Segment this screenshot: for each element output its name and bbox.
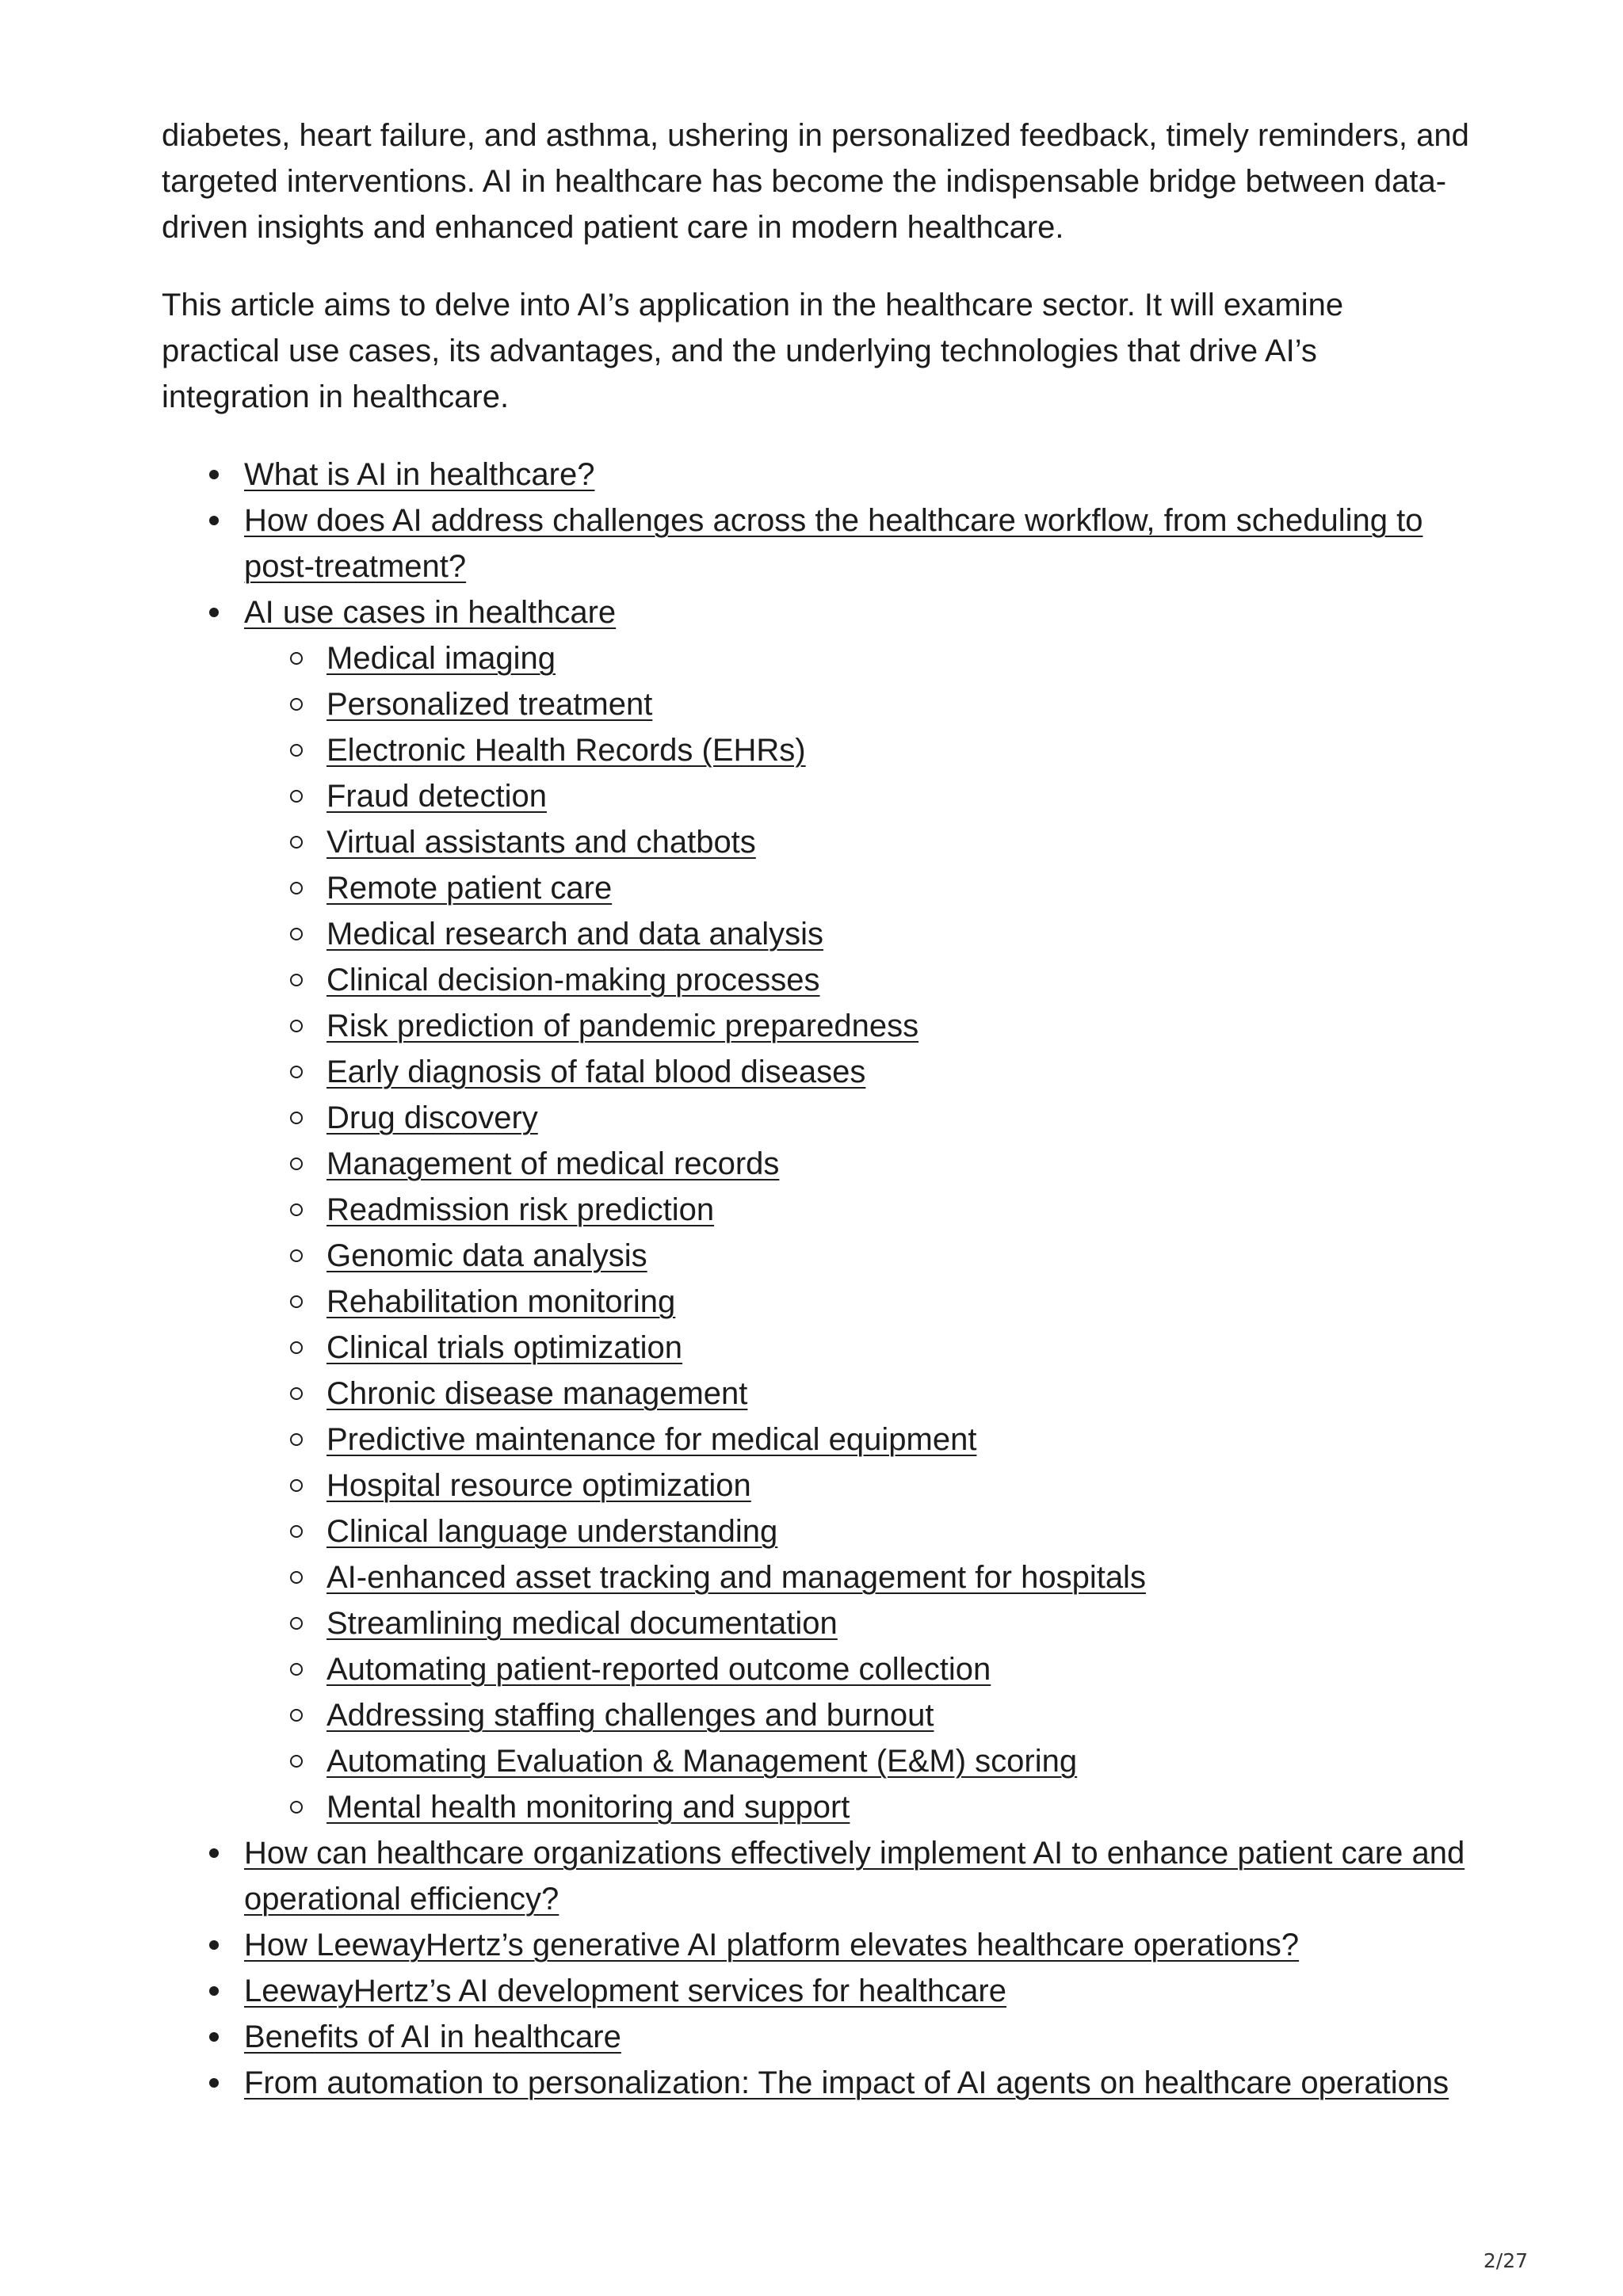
toc-subitem [244,1417,1469,1463]
toc-link-ai-agents-impact[interactable]: From automation to personalization: The impact of AI agents on healthcare operations [244,2065,1449,2100]
toc-item [162,2060,1469,2106]
toc-link-fraud-detection[interactable]: Fraud detection [327,779,547,814]
toc-link-chronic-disease[interactable]: Chronic disease management [327,1376,748,1411]
toc-link-patient-reported-outcome[interactable]: Automating patient-reported outcome collection [327,1652,991,1687]
toc-link-clinical-language[interactable]: Clinical language understanding [327,1514,778,1549]
page-number: 2/27 [1483,2249,1528,2272]
toc-subitem [244,1692,1469,1738]
toc-item [162,1968,1469,2014]
toc-subitem [244,681,1469,727]
toc-subitem [244,727,1469,773]
toc-link-genomic-data[interactable]: Genomic data analysis [327,1238,647,1273]
toc-link-rehabilitation-monitoring[interactable]: Rehabilitation monitoring [327,1284,676,1319]
intro-paragraph-1: diabetes, heart failure, and asthma, ushering in personalized feedback, timely reminders, and targeted interventions. AI in healthcare has become the indispensable bridge between data-driven insights and enhanced patient care in modern healthcare. [162,118,1469,245]
toc-subitem [244,1187,1469,1233]
toc-link-blood-diseases[interactable]: Early diagnosis of fatal blood diseases [327,1055,866,1089]
toc-link-predictive-maintenance[interactable]: Predictive maintenance for medical equipment [327,1422,977,1457]
toc-link-remote-patient-care[interactable]: Remote patient care [327,871,613,906]
toc-link-drug-discovery[interactable]: Drug discovery [327,1100,538,1135]
toc-subitem [244,1646,1469,1692]
article-content [162,113,1469,2106]
toc-link-benefits-of-ai[interactable]: Benefits of AI in healthcare [244,2019,621,2054]
toc-item [162,498,1469,589]
toc-link-pandemic-preparedness[interactable]: Risk prediction of pandemic preparedness [327,1009,919,1043]
toc-subitem [244,819,1469,865]
toc-subitem [244,1738,1469,1784]
toc-link-implement-ai[interactable]: How can healthcare organizations effectively implement AI to enhance patient care and operational efficiency? [244,1836,1465,1917]
toc-link-hospital-resource[interactable]: Hospital resource optimization [327,1468,751,1503]
toc-link-personalized-treatment[interactable]: Personalized treatment [327,687,653,722]
toc-subitem [244,911,1469,957]
intro-paragraph-2: This article aims to delve into AI’s application in the healthcare sector. It will examine practical use cases, its advantages, and the underlying technologies that drive AI’s integration in healthcare. [162,288,1344,414]
toc-link-em-scoring[interactable]: Automating Evaluation & Management (E&M) scoring [327,1744,1078,1779]
toc-subitem [244,1233,1469,1279]
toc-subitem [244,865,1469,911]
toc-link-medical-imaging[interactable]: Medical imaging [327,641,556,676]
toc-link-what-is-ai[interactable]: What is AI in healthcare? [244,457,595,492]
toc-item [162,2014,1469,2060]
toc-subitem [244,635,1469,681]
toc-link-medical-records[interactable]: Management of medical records [327,1146,780,1181]
toc-subitem [244,1371,1469,1417]
toc-item [162,452,1469,498]
toc-item [162,589,1469,1830]
toc-subitem [244,1463,1469,1508]
toc-subitem [244,1325,1469,1371]
toc-link-ehrs[interactable]: Electronic Health Records (EHRs) [327,733,806,768]
toc-subitem [244,1600,1469,1646]
toc-subitem [244,1508,1469,1554]
toc-link-ai-use-cases[interactable]: AI use cases in healthcare [244,595,617,630]
toc-subitem [244,1049,1469,1095]
table-of-contents [162,452,1469,2106]
toc-item [162,1830,1469,1922]
toc-subitem [244,1279,1469,1325]
toc-link-staffing-challenges[interactable]: Addressing staffing challenges and burnout [327,1698,934,1733]
toc-link-ai-challenges-workflow[interactable]: How does AI address challenges across the healthcare workflow, from scheduling to post-treatment? [244,503,1423,584]
toc-link-clinical-trials[interactable]: Clinical trials optimization [327,1330,683,1365]
toc-link-mental-health[interactable]: Mental health monitoring and support [327,1790,850,1825]
toc-subitem [244,773,1469,819]
toc-subitem [244,1784,1469,1830]
toc-subitem [244,1141,1469,1187]
toc-link-clinical-decision-making[interactable]: Clinical decision-making processes [327,963,820,997]
toc-subitem [244,1554,1469,1600]
toc-link-ai-development-services[interactable]: LeewayHertz’s AI development services for healthcare [244,1974,1006,2008]
toc-subitem [244,1095,1469,1141]
toc-subitem [244,1003,1469,1049]
toc-link-asset-tracking[interactable]: AI-enhanced asset tracking and management for hospitals [327,1560,1146,1595]
use-cases-sublist [244,635,1469,1830]
toc-link-medical-documentation[interactable]: Streamlining medical documentation [327,1606,838,1641]
toc-link-medical-research[interactable]: Medical research and data analysis [327,917,824,952]
toc-item [162,1922,1469,1968]
toc-link-generative-ai-platform[interactable]: How LeewayHertz’s generative AI platform elevates healthcare operations? [244,1928,1300,1962]
toc-link-virtual-assistants[interactable]: Virtual assistants and chatbots [327,825,756,860]
toc-subitem [244,957,1469,1003]
toc-link-readmission-risk[interactable]: Readmission risk prediction [327,1192,715,1227]
